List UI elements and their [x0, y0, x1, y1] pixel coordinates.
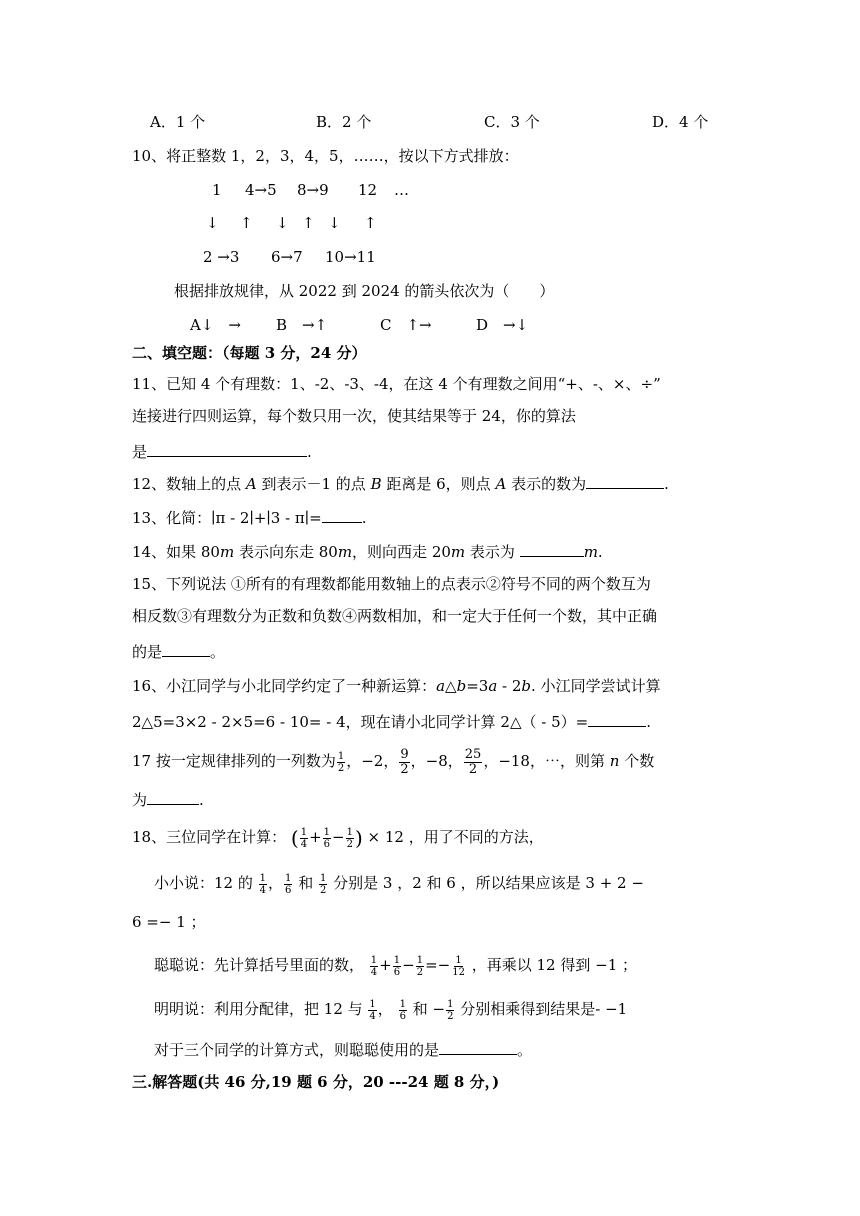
fraction: $\frac{1}{4}$: [370, 954, 378, 978]
q10-row3-item: 2 →3: [203, 248, 240, 266]
q9-option-b: B．2 个: [316, 113, 372, 131]
q10-row1-item: 4→5: [245, 181, 277, 199]
q10-option-b: B →↑: [276, 316, 328, 334]
q9-option-d: D．4 个: [652, 113, 709, 131]
q11-line2: 连接进行四则运算，每个数只用一次，使其结果等于 24，你的算法: [132, 407, 576, 425]
q15-line3: 的是 。: [132, 640, 225, 662]
q10-row1-item: 8→9: [297, 181, 329, 199]
fraction: $\frac{1}{4}$: [300, 826, 308, 850]
q18-line1: 18、三位同学在计算： ( $\frac{1}{4}$ + $\frac{1}{6}$ − $\frac{1}{2}$ ) × 12 ，用了不同的方法，: [132, 826, 544, 850]
q14-answer-blank[interactable]: [520, 540, 584, 557]
fraction: $\frac{1}{6}$: [393, 954, 401, 978]
q17-answer-blank[interactable]: [147, 788, 199, 805]
q18-congcong-line: 聪聪说：先计算括号里面的数， $\frac{1}{4}$ + $\frac{1}{6}$ − $\frac{1}{2}$ =− $\frac{1}{12}$ ，再乘以 12 得到 −1 ；: [154, 954, 638, 978]
q15-answer-blank[interactable]: [162, 640, 210, 657]
q14-line: 14、如果 80m 表示向东走 80m，则向西走 20m 表示为 m.: [132, 540, 603, 562]
q10-row3-item: 10→11: [325, 248, 376, 266]
up-arrow-icon: ↑: [302, 214, 315, 232]
up-arrow-icon: ↑: [364, 214, 377, 232]
fraction: $\frac{1}{6}$: [285, 872, 292, 896]
q10-row3-item: 6→7: [271, 248, 303, 266]
q10-row1-item: 1: [212, 181, 222, 199]
q18-mingming-line: 明明说：利用分配律，把 12 与 $\frac{1}{4}$ ， $\frac{1}{6}$ 和 − $\frac{1}{2}$ 分别相乘得到结果是- −1: [154, 998, 628, 1022]
q18-xiaoxiao-line2: 6 =− 1 ；: [132, 913, 206, 931]
fraction: $\frac{1}{4}$: [259, 872, 267, 896]
fraction: $\frac{1}{2}$: [319, 872, 327, 896]
q17-line2: 为 .: [132, 788, 204, 810]
q10-stem: 10、将正整数 1，2，3，4，5，……，按以下方式排放：: [132, 147, 519, 165]
q18-last-line: 对于三个同学的计算方式，则聪聪使用的是 。: [154, 1038, 532, 1060]
q9-option-a: A．1 个: [150, 113, 206, 131]
q11-line1: 11、已知 4 个有理数：1、-2、-3、-4，在这 4 个有理数之间用“+、-、×、÷”: [132, 375, 661, 393]
q18-answer-blank[interactable]: [439, 1038, 517, 1055]
fraction: $\frac{1}{2}$: [416, 954, 424, 978]
up-arrow-icon: ↑: [240, 214, 253, 232]
q10-row1-item: 12: [358, 181, 378, 199]
fraction: $\frac{9}{2}$: [400, 746, 409, 777]
fraction: $\frac{25}{2}$: [464, 746, 482, 777]
q11-line3: 是 .: [132, 440, 312, 462]
q12-line: 12、数轴上的点 A 到表示－1 的点 B 距离是 6，则点 A 表示的数为 .: [132, 472, 669, 494]
q17-line1: 17 按一定规律排列的一列数为 $\frac{1}{2}$ ，−2， $\frac{9}{2}$ ，−8， $\frac{25}{2}$ ，−18，⋯，则第 n 个数: [132, 746, 655, 777]
q10-option-d: D →↓: [476, 316, 529, 334]
q16-answer-blank[interactable]: [588, 710, 646, 727]
q13-answer-blank[interactable]: [322, 506, 362, 523]
q11-answer-blank[interactable]: [147, 440, 307, 457]
fraction: $\frac{1}{4}$: [369, 998, 376, 1022]
fraction: $\frac{1}{12}$: [452, 954, 465, 978]
fraction: $\frac{1}{6}$: [399, 998, 406, 1022]
q10-option-a: A↓ →: [190, 316, 241, 334]
q10-option-c: C ↑→: [380, 316, 432, 334]
q10-question: 根据排放规律，从 2022 到 2024 的箭头依次为（ ）: [174, 282, 555, 300]
fraction: $\frac{1}{2}$: [447, 998, 454, 1022]
q16-line1: 16、小江同学与小北同学约定了一种新运算：a△b=3a - 2b. 小江同学尝试计算: [132, 677, 661, 695]
down-arrow-icon: ↓: [276, 214, 289, 232]
q15-line2: 相反数③有理数分为正数和负数④两数相加，和一定大于任何一个数，其中正确: [132, 607, 658, 625]
q13-line: 13、化简：∣π - 2∣+∣3 - π∣= .: [132, 506, 366, 528]
q10-row1-item: …: [394, 181, 409, 199]
q18-xiaoxiao-line1: 小小说：12 的 $\frac{1}{4}$ ， $\frac{1}{6}$ 和 $\frac{1}{2}$ 分别是 3 ，2 和 6 ，所以结果应该是 3 + 2 −: [154, 872, 644, 896]
fraction: $\frac{1}{2}$: [346, 826, 353, 850]
q9-option-c: C．3 个: [484, 113, 540, 131]
fraction: $\frac{1}{6}$: [323, 826, 331, 850]
section-heading-solve: 三.解答题(共 46 分,19 题 6 分，20 ---24 题 8 分，): [132, 1073, 500, 1091]
fraction: $\frac{1}{2}$: [337, 750, 345, 774]
down-arrow-icon: ↓: [328, 214, 341, 232]
section-heading-fill-in: 二、填空题：（每题 3 分，24 分）: [132, 344, 367, 362]
q16-line2: 2△5=3×2 - 2×5=6 - 10= - 4，现在请小北同学计算 2△（ - 5）= .: [132, 710, 651, 732]
down-arrow-icon: ↓: [206, 214, 219, 232]
q12-answer-blank[interactable]: [586, 472, 664, 489]
q15-line1: 15、下列说法 ①所有的有理数都能用数轴上的点表示②符号不同的两个数互为: [132, 575, 651, 593]
